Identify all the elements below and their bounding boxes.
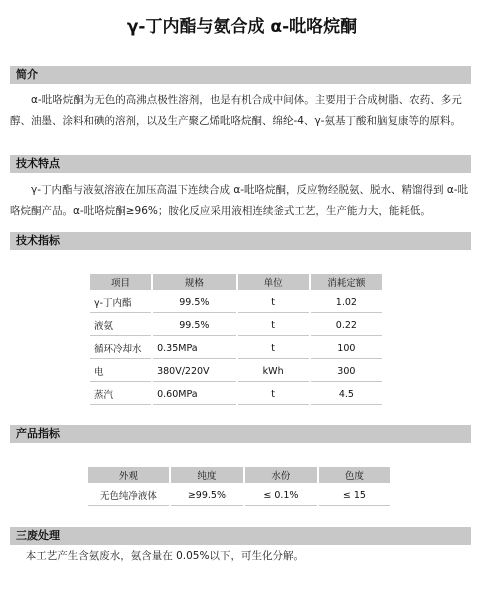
table-cell: 0.22 (311, 315, 382, 336)
section-heading-tech-specs: 技术指标 (10, 232, 471, 250)
table-cell: 99.5% (153, 292, 235, 313)
table-cell: t (238, 315, 309, 336)
table-cell: ≥99.5% (171, 485, 243, 506)
table-cell: 液氨 (90, 315, 151, 336)
table-row (90, 361, 382, 382)
product-spec-header-row (88, 467, 390, 483)
table-row (90, 292, 382, 313)
column-header: 水份 (245, 467, 317, 483)
column-header: 消耗定额 (311, 274, 382, 290)
table-cell: ≤ 15 (319, 485, 390, 506)
table-cell: 循环冷却水 (90, 338, 151, 359)
section-heading-features: 技术特点 (10, 155, 471, 173)
column-header: 纯度 (171, 467, 243, 483)
tech-spec-header-row (90, 274, 382, 290)
table-row (90, 338, 382, 359)
column-header: 外观 (88, 467, 169, 483)
table-row (88, 485, 390, 506)
table-cell: ≤ 0.1% (245, 485, 317, 506)
table-cell: 蒸汽 (90, 384, 151, 405)
intro-paragraph: α-吡咯烷酮为无色的高沸点极性溶剂，也是有机合成中间体。主要用于合成树脂、农药、多元醇、油墨、涂料和碘的溶剂，以及生产聚乙烯吡咯烷酮、绵纶-4、γ-氨基丁酸和脑复康等的原料。 (10, 94, 462, 127)
table-cell: 99.5% (153, 315, 235, 336)
features-paragraph: γ-丁内酯与液氨溶液在加压高温下连续合成 α-吡咯烷酮，反应物经脱氨、脱水、精馏得到 α-吡咯烷酮产品。α-吡咯烷酮≥96%；胺化反应采用液相连续釜式工艺，生产能力大，能耗低。 (10, 184, 469, 217)
page-title: γ-丁内酯与氨合成 α-吡咯烷酮 (126, 17, 358, 37)
table-cell: 0.60MPa (153, 384, 235, 405)
table-cell: 无色纯净液体 (88, 485, 169, 506)
table-cell: 0.35MPa (153, 338, 235, 359)
table-cell: 4.5 (311, 384, 382, 405)
table-cell: 380V/220V (153, 361, 235, 382)
section-heading-waste: 三废处理 (10, 527, 471, 545)
section-heading-product-specs: 产品指标 (10, 425, 471, 443)
table-cell: t (238, 384, 309, 405)
table-cell: γ-丁内酯 (90, 292, 151, 313)
table-cell: 1.02 (311, 292, 382, 313)
product-spec-table (86, 465, 392, 508)
table-cell: 300 (311, 361, 382, 382)
column-header: 规格 (153, 274, 235, 290)
section-heading-intro: 简介 (10, 66, 471, 84)
column-header: 色度 (319, 467, 390, 483)
column-header: 项目 (90, 274, 151, 290)
tech-spec-table (88, 272, 384, 407)
waste-paragraph: 本工艺产生含氨废水，氨含量在 0.05%以下，可生化分解。 (25, 550, 304, 562)
table-cell: 100 (311, 338, 382, 359)
table-row (90, 315, 382, 336)
table-cell: 电 (90, 361, 151, 382)
column-header: 单位 (238, 274, 309, 290)
table-cell: kWh (238, 361, 309, 382)
table-cell: t (238, 292, 309, 313)
table-row (90, 384, 382, 405)
table-cell: t (238, 338, 309, 359)
